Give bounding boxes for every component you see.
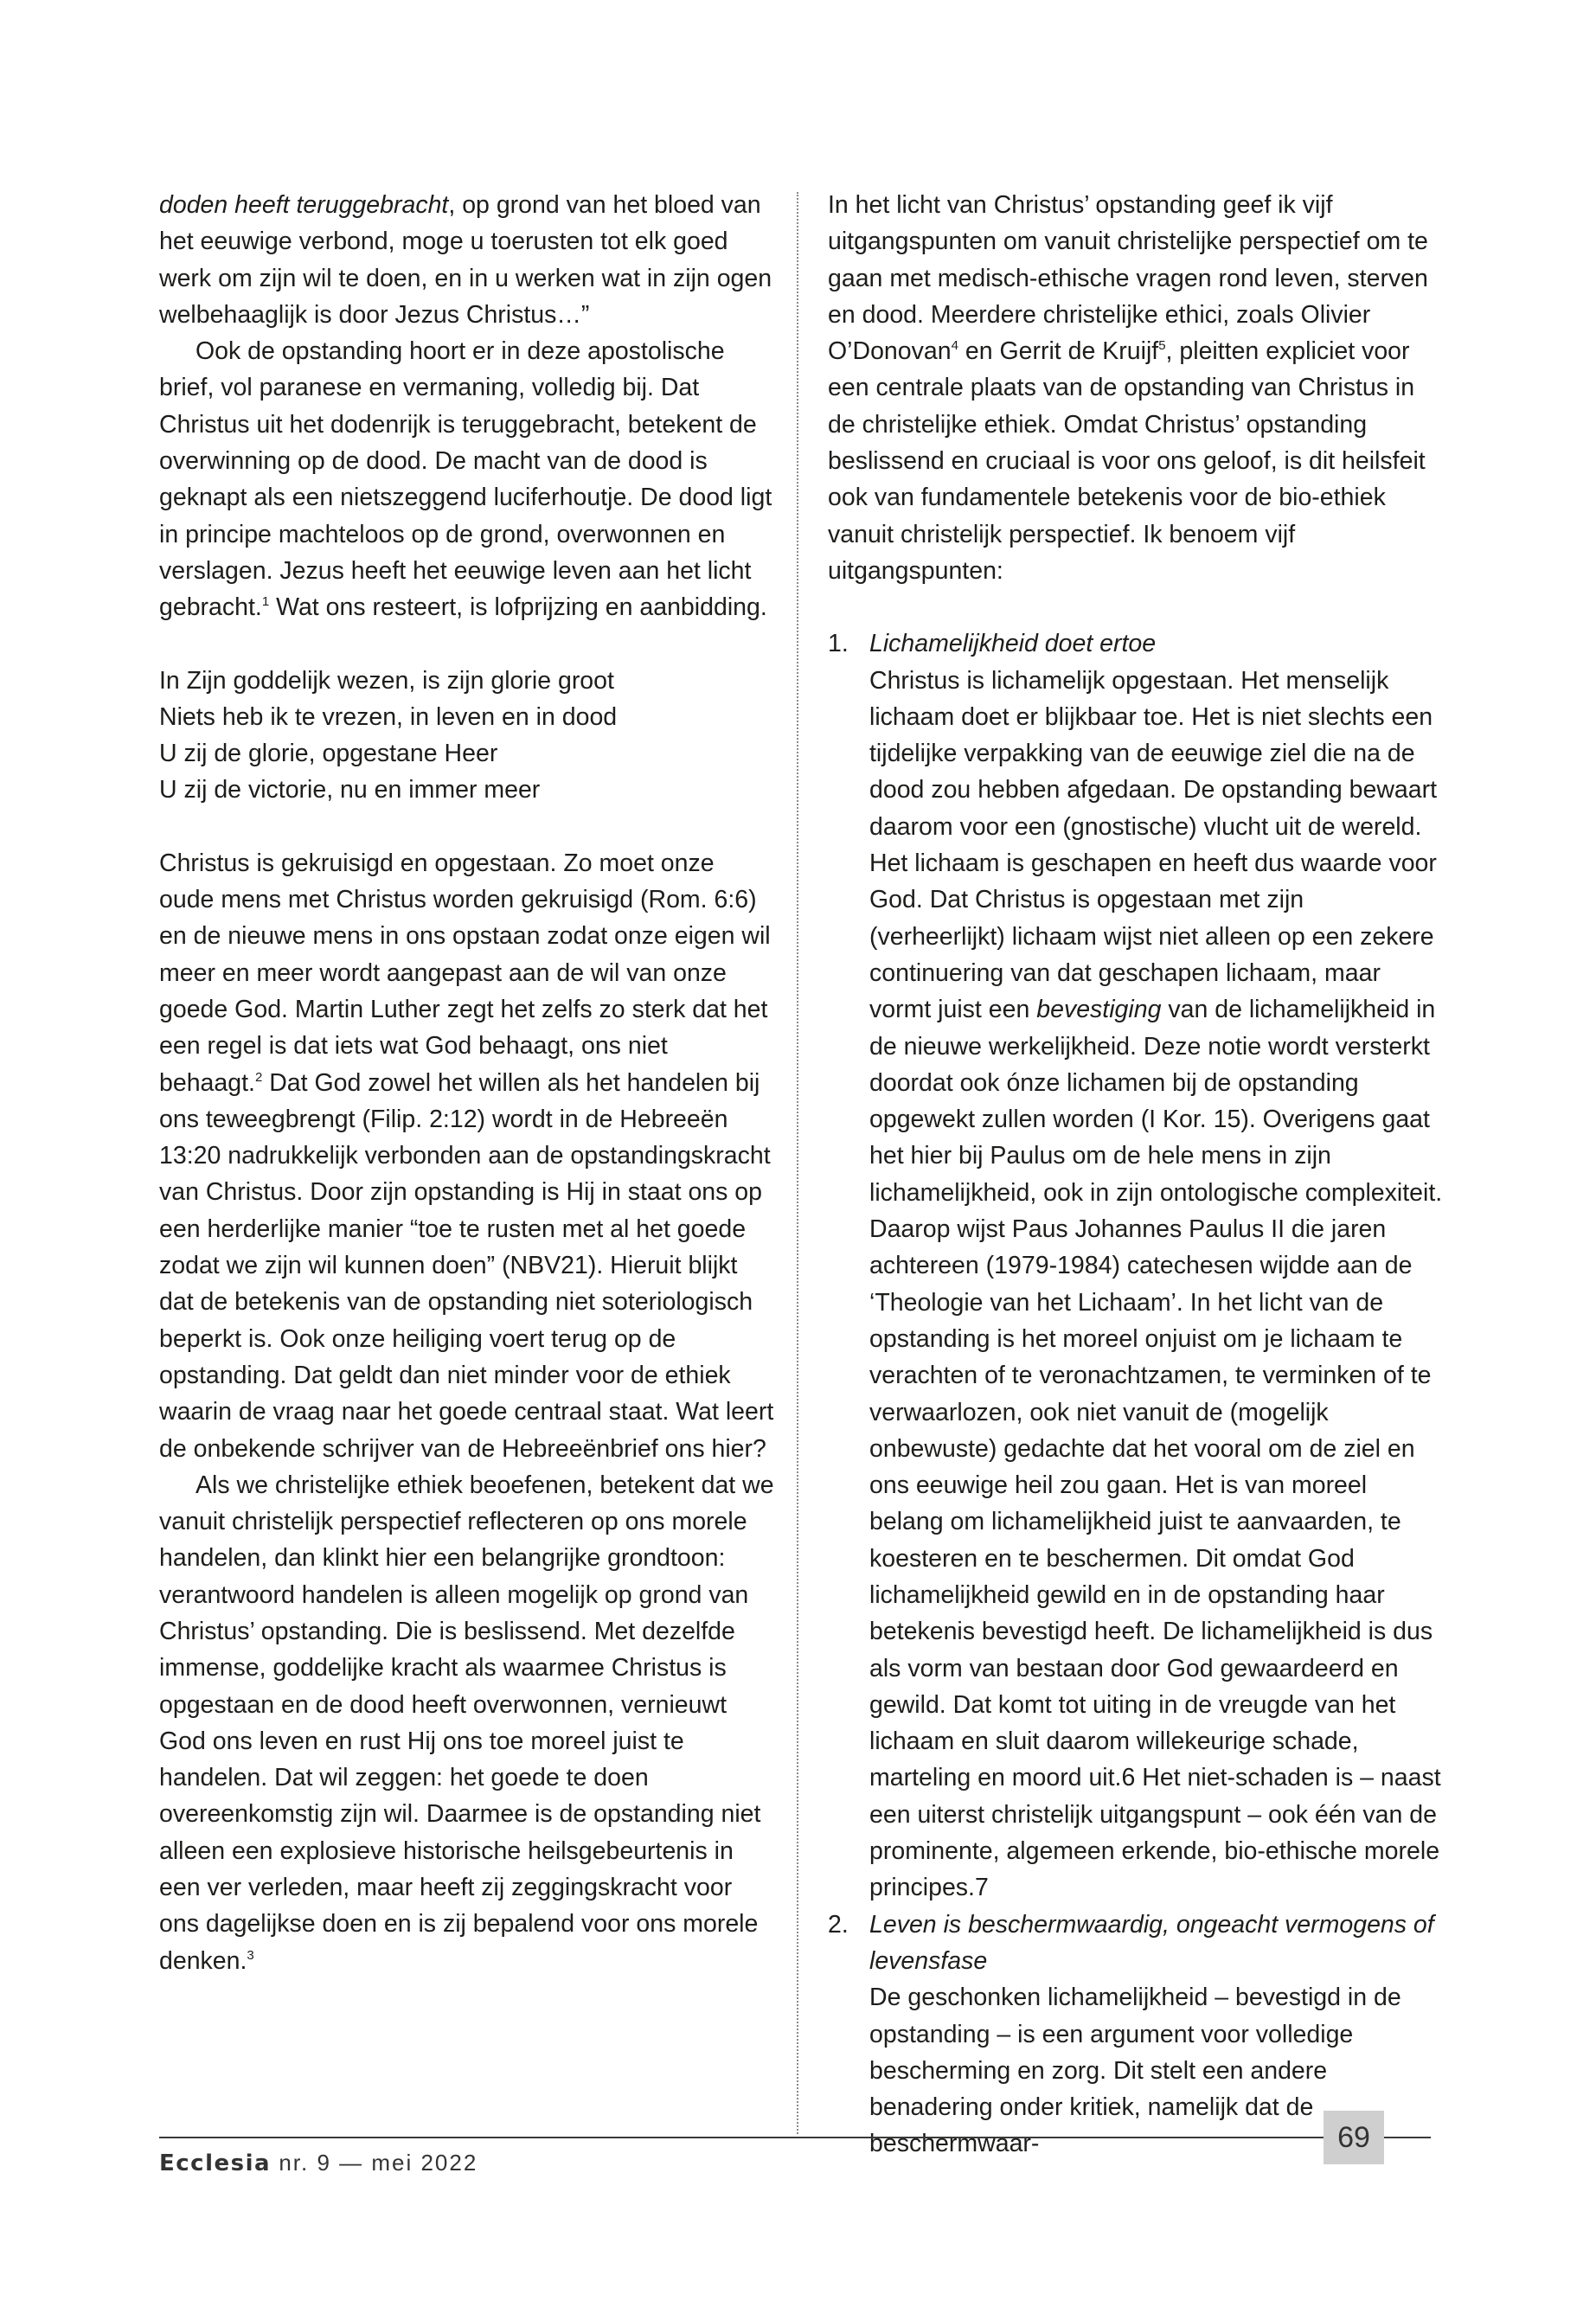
item-body: De geschonken lichamelijkheid – bevestigd in de opstanding – is een argument voor volledige bescherming en zorg. Dit stelt een andere benadering onder kritiek, namelijk dat de beschermwaar- xyxy=(869,1984,1401,2158)
poem-line: Niets heb ik te vrezen, in leven en in dood xyxy=(159,702,618,731)
column-divider xyxy=(797,192,798,2134)
paragraph-1: doden heeft teruggebracht, op grond van het bloed van het eeuwige verbond, moge u toerusten tot elk goed werk om zijn wil te doen, en in u werken wat in zijn ogen welbehaaglijk is door Jezus Christus…” xyxy=(159,191,772,329)
right-column xyxy=(828,187,1445,2163)
left-column xyxy=(159,187,775,1979)
paragraph-3: Christus is gekruisigd en opgestaan. Zo moet onze oude mens met Christus worden gekruisigd (Rom. 6:6) en de nieuwe mens in ons opstaan zodat onze eigen wil meer en meer wordt aangepast aan de wil van onze goede God. Martin Luther zegt het zelfs zo sterk dat het een regel is dat iets wat God behaagt, ons niet behaagt.$^2$ Dat God zowel het willen als het handelen bij ons teweegbrengt (Filip. 2:12) wordt in de Hebreeën 13:20 nadrukkelijk verbonden aan de opstandingskracht van Christus. Door zijn opstanding is Hij in staat ons op een herderlijke manier “toe te rusten met al het goede zodat we zijn wil kunnen doen” (NBV21). Hieruit blijkt dat de betekenis van de opstanding niet soteriologisch beperkt is. Ook onze heiliging voert terug op de opstanding. Dat geldt dan niet minder voor de ethiek waarin de vraag naar het goede centraal staat. Wat leert de onbekende schrijver van de Hebreeënbrief ons hier? xyxy=(159,849,774,1463)
poem-line: In Zijn goddelijk wezen, is zijn glorie groot xyxy=(159,666,614,695)
footnote-ref-1[interactable]: 1 xyxy=(261,594,270,610)
item-body: Christus is lichamelijk opgestaan. Het menselijk lichaam doet er blijkbaar toe. Het is niet slechts een tijdelijke verpakking van de eeuwige ziel die na de dood zou hebben afgedaan. De opstanding bewaart daarom voor een (gnostische) vlucht uit de wereld. Het lichaam is geschapen en heeft dus waarde voor God. Dat Christus is opgestaan met zijn (verheerlijkt) lichaam wijst niet alleen op een zekere continuering van dat geschapen lichaam, maar vormt juist een bevestiging van de lichamelijkheid in de nieuwe werkelijkheid. Deze notie wordt versterkt doordat ook ónze lichamen bij de opstanding opgewekt zullen worden (I Kor. 15). Overigens gaat het hier bij Paulus om de hele mens in zijn lichamelijkheid, ook in zijn ontologische complexiteit. Daarop wijst Paus Johannes Paulus II die jaren achtereen (1979-1984) catechesen wijdde aan de ‘Theologie van het Lichaam’. In het licht van de opstanding is het moreel onjuist om je lichaam te verachten of te veronachtzamen, te verminken of te verwaarlozen, ook niet vanuit de (mogelijk onbewuste) gedachte dat het vooral om de ziel en ons eeuwige heil zou gaan. Het is van moreel belang om lichamelijkheid juist te aanvaarden, te koesteren en te beschermen. Dit omdat God lichamelijkheid gewild en in de opstanding haar betekenis bevestigd heeft. De lichamelijkheid is dus als vorm van bestaan door God gewaardeerd en gewild. Dat komt tot uiting in de vreugde van het lichaam en sluit daarom willekeurige schade, marteling en moord uit.6 Het niet-schaden is – naast een uiterst christelijk uitgangspunt – ook één van de prominente, algemeen erkende, bio-ethische morele principes.7 xyxy=(869,666,1443,1902)
paragraph-4: Als we christelijke ethiek beoefenen, betekent dat we vanuit christelijk perspectief reflecteren op ons morele handelen, dan klinkt hier een belangrijke grondtoon: verantwoord handelen is alleen mogelijk op grond van Christus’ opstanding. Die is beslissend. Met dezelfde immense, goddelijke kracht als waarmee Christus is opgestaan en de dood heeft overwonnen, vernieuwt God ons leven en rust Hij ons toe moreel juist te handelen. Dat wil zeggen: het goede te doen overeenkomstig zijn wil. Daarmee is de opstanding niet alleen een explosieve historische heilsgebeurtenis in een ver verleden, maar heeft zij zeggingskracht voor ons dagelijkse doen en is zij bepalend voor ons morele denken.$^3$ xyxy=(159,1471,774,1975)
footnote-ref-5[interactable]: 5 xyxy=(1158,338,1166,354)
item-title: Lichamelijkheid doet ertoe xyxy=(869,630,1157,658)
intro-paragraph: In het licht van Christus’ opstanding geef ik vijf uitgangspunten om vanuit christelijke perspectief om te gaan met medisch-ethische vragen rond leven, sterven en dood. Meerdere christelijke ethici, zoals Olivier O’Donovan$^4$ en Gerrit de Kruijf$^5$, pleitten expliciet voor een centrale plaats van de opstanding van Christus in de christelijke ethiek. Omdat Christus’ opstanding beslissend en cruciaal is voor ons geloof, is dit heilsfeit ook van fundamentele betekenis voor de bio-ethiek vanuit christelijk perspectief. Ik benoem vijf uitgangspunten: xyxy=(828,191,1428,585)
paragraph-2: Ook de opstanding hoort er in deze apostolische brief, vol paranese en vermaning, volledig bij. Dat Christus uit het dodenrijk is teruggebracht, betekent de overwinning op de dood. De macht van de dood is geknapt als een nietszeggend luciferhoutje. De dood ligt in principe machteloos op de grond, overwonnen en verslagen. Jezus heeft het eeuwige leven aan het licht gebracht.$^1$ Wat ons resteert, is lofprijzing en aanbidding. xyxy=(159,337,772,622)
item-number: 2. xyxy=(828,1910,849,1939)
principles-list xyxy=(828,625,1445,2162)
poem-line: U zij de victorie, nu en immer meer xyxy=(159,776,541,804)
issue-info: nr. 9 — mei 2022 xyxy=(279,2150,478,2176)
footnote-ref-2[interactable]: 2 xyxy=(254,1069,263,1085)
footnote-ref-4[interactable]: 4 xyxy=(951,338,958,354)
item-title: Leven is beschermwaardig, ongeacht vermogens of levensfase xyxy=(869,1910,1434,1975)
footnote-ref-3[interactable]: 3 xyxy=(247,1947,254,1963)
page-number: 69 xyxy=(1337,2121,1370,2154)
emphasis: doden heeft teruggebracht xyxy=(159,191,449,219)
page-number-box xyxy=(1324,2111,1384,2164)
footer-journal xyxy=(159,2142,478,2184)
poem xyxy=(159,663,775,809)
poem-line: U zij de glorie, opgestane Heer xyxy=(159,740,498,768)
item-number: 1. xyxy=(828,630,849,658)
footer-rule xyxy=(159,2137,1431,2138)
list-item xyxy=(828,625,1445,1906)
journal-name: Ecclesia xyxy=(159,2150,272,2176)
